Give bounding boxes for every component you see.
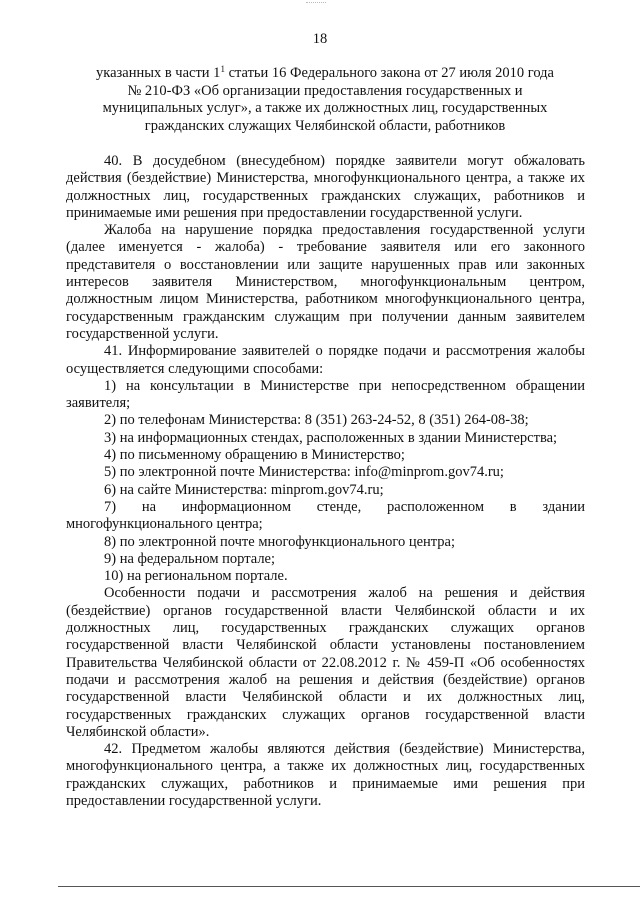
bottom-rule bbox=[58, 886, 640, 887]
heading-line-2: № 210-ФЗ «Об организации предоставления государственных и bbox=[127, 82, 523, 99]
heading-line-1: указанных в части $1^1$ статьи 16 Федерального закона от 27 июля 2010 года bbox=[96, 64, 554, 81]
heading-line-3: муниципальных услуг», а также их должностных лиц, государственных bbox=[102, 100, 548, 116]
list-item: 3) на информационных стендах, расположенных в здании Министерства; bbox=[104, 429, 558, 446]
list-item: 7) на информационном стенде, расположенном в здании многофункционального центра; bbox=[66, 498, 585, 533]
paragraph-42: 42. Предметом жалобы являются действия (бездействие) Министерства, многофункционального центра, а также их должностных лиц, государственных гражданских служащих, работников и принимаемые ими решения при предоставлении государственной услуги. bbox=[66, 741, 585, 809]
scan-mark bbox=[306, 2, 326, 5]
list-item: 9) на федеральном портале; bbox=[104, 550, 276, 567]
list-item: 5) по электронной почте Министерства: info@minprom.gov74.ru; bbox=[104, 464, 504, 481]
paragraph-40: 40. В досудебном (внесудебном) порядке заявители могут обжаловать действия (бездействие) Министерства, многофункционального центра, а также их должностных лиц, государственных гражданских служащих, работников и принимаемые ими решения при предоставлении государственной услуги. bbox=[66, 153, 585, 221]
heading-line-4: гражданских служащих Челябинской области, работников bbox=[144, 117, 506, 134]
superscript: 1 bbox=[220, 64, 225, 74]
list-item: 4) по письменному обращению в Министерство; bbox=[104, 447, 405, 464]
page-number: 18 bbox=[312, 31, 328, 47]
document-body bbox=[66, 153, 585, 810]
paragraph-41: 41. Информирование заявителей о порядке подачи и рассмотрения жалобы осуществляется следующими способами: bbox=[66, 343, 585, 377]
list-item: 8) по электронной почте многофункционального центра; bbox=[104, 533, 456, 550]
paragraph-complaint-definition: Жалоба на нарушение порядка предоставления государственной услуги (далее именуется - жалоба) - требование заявителя или его законного представителя о восстановлении или защите нарушенных прав или законных интересов заявителя Министерством, многофункциональным центром, должностным лицом Министерства, работником многофункционального центра, государственным гражданским служащим при получении данным заявителем государственной услуги. bbox=[66, 222, 585, 342]
list-item: 10) на региональном портале. bbox=[104, 568, 288, 585]
list-item: 2) по телефонам Министерства: 8 (351) 263-24-52, 8 (351) 264-08-38; bbox=[104, 412, 529, 429]
list-item: 1) на консультации в Министерстве при непосредственном обращении заявителя; bbox=[66, 377, 585, 412]
paragraph-complaint-features: Особенности подачи и рассмотрения жалоб на решения и действия (бездействие) органов государственной власти Челябинской области и их должностных лиц, государственных гражданских служащих органов государственной власти Челябинской области установлены постановлением Правительства Челябинской области от 22.08.2012 г. № 459-П «Об особенностях подачи и рассмотрения жалоб на решения и действия (бездействие) органов государственной власти Челябинской области и их должностных лиц, государственных гражданских служащих органов государственной власти Челябинской области». bbox=[66, 585, 585, 740]
section-heading bbox=[60, 65, 590, 135]
list-item: 6) на сайте Министерства: minprom.gov74.ru; bbox=[104, 481, 384, 498]
